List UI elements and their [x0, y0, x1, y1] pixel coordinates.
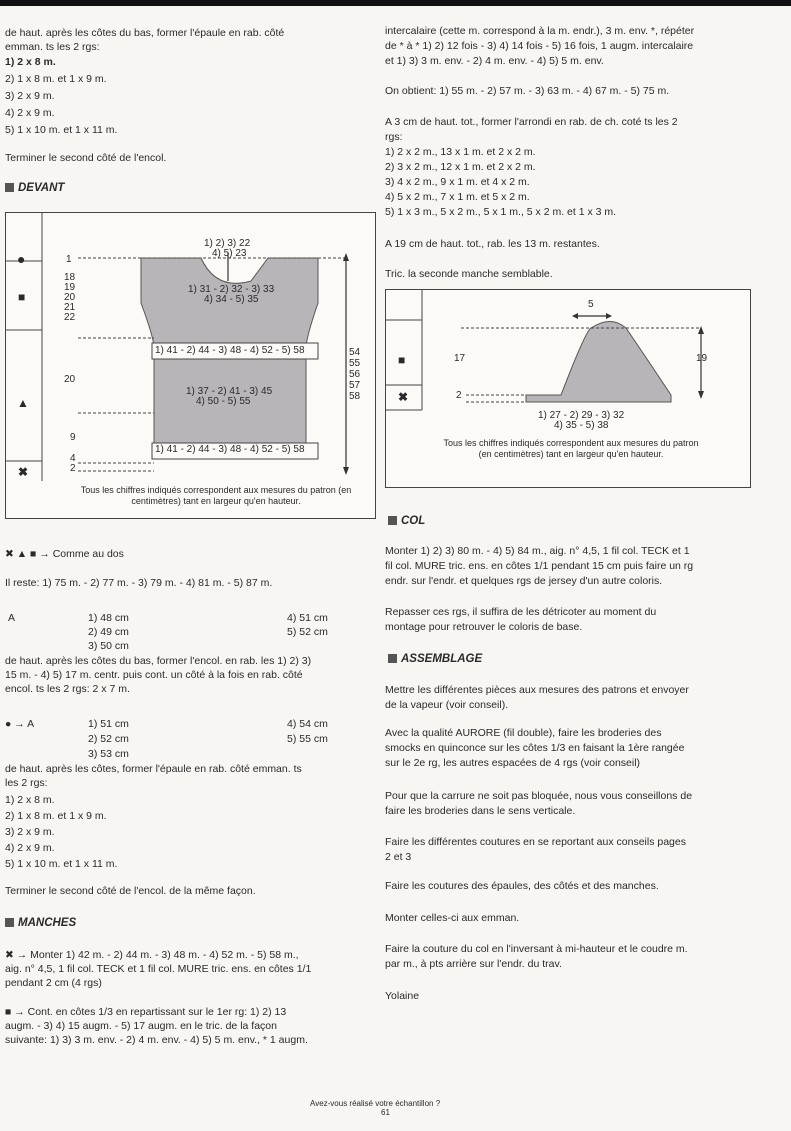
b-text: de haut. après les côtes, former l'épaule en rab. côté emman. ts — [5, 763, 302, 775]
manches-p1: aig. n° 4,5, 1 fil col. TECK et 1 fil col. MURE tric. ens. en côtes 1/1 — [5, 963, 312, 975]
shoulder-1-line: 3) 2 x 9 m. — [5, 90, 55, 102]
shoulder-2-line: 3) 2 x 9 m. — [5, 826, 55, 838]
col-text: Monter 1) 2) 3) 80 m. - 4) 5) 84 m., aig. n° 4,5, 1 fil col. TECK et 1 — [385, 545, 690, 557]
manches-heading — [5, 917, 76, 930]
right-num: 58 — [349, 391, 361, 402]
footer-line: Avez-vous réalisé votre échantillon ? — [310, 1099, 441, 1108]
square-symbol-icon: ■ — [398, 353, 406, 367]
manches-p1: pendant 2 cm (4 rgs) — [5, 977, 102, 989]
a-label: A — [8, 612, 16, 624]
left-num: 19 — [64, 282, 76, 293]
manches-p2: augm. - 3) 4) 15 augm. - 5) 17 augm. en le tric. de la façon — [5, 1020, 277, 1032]
manches-title: MANCHES — [18, 917, 77, 929]
col-text: fil col. MURE tric. ens. en côtes 1/1 pendant 15 cm puis faire un rg — [385, 560, 694, 572]
square-symbol-icon: ■ — [18, 290, 26, 304]
as4: Faire les différentes coutures en se reportant aux conseils pages — [385, 836, 686, 848]
a-value: 4) 51 cm — [287, 612, 328, 624]
top-rule — [0, 0, 791, 6]
square-bullet-icon — [388, 654, 397, 663]
sleeve-bottom-num: 2 — [456, 390, 462, 401]
devant-heading — [5, 182, 64, 195]
left-num: 2 — [70, 463, 76, 474]
as1: de la vapeur (voir conseil). — [385, 699, 509, 711]
assemblage-title: ASSEMBLAGE — [401, 653, 483, 665]
col-text: endr. sur l'endr. et quelques rgs de jersey d'un autre coloris. — [385, 575, 663, 587]
neck-label-2: 4) 34 - 5) 35 — [204, 294, 259, 305]
cross-symbol-icon: ✖ — [398, 390, 409, 404]
square-bullet-icon: ■ — [5, 1006, 15, 1018]
left-num: 1 — [66, 254, 72, 265]
right-num: 56 — [349, 369, 361, 380]
arrondi-line: 1) 2 x 2 m., 13 x 1 m. et 2 x 2 m. — [385, 146, 536, 158]
as4: 2 et 3 — [385, 851, 412, 863]
as3: Pour que la carrure ne soit pas bloquée, nous vous conseillons de — [385, 790, 693, 802]
shoulder-2-line: 5) 1 x 10 m. et 1 x 11 m. — [5, 858, 118, 870]
a-text: encol. ts les 2 rgs: 2 x 7 m. — [5, 683, 130, 695]
row-label-2: 1) 41 - 2) 44 - 3) 48 - 4) 52 - 5) 58 — [155, 444, 305, 455]
r-p4: Tric. la seconde manche semblable. — [385, 268, 553, 280]
finish-1: Terminer le second côté de l'encol. — [5, 152, 167, 164]
il-reste: Il reste: 1) 75 m. - 2) 77 m. - 3) 79 m. - 4) 81 m. - 5) 87 m. — [5, 577, 273, 589]
b-value: 1) 51 cm — [88, 718, 129, 730]
mid-label-2: 4) 50 - 5) 55 — [196, 396, 251, 407]
symbols-icon: ✖ ▲ ■ → — [5, 548, 53, 560]
b-value: 2) 52 cm — [88, 733, 129, 745]
cross-symbol-icon: ✖ — [18, 465, 29, 479]
as7: Faire la couture du col en l'inversant à mi-hauteur et le coudre m. — [385, 943, 688, 955]
as2: sur le 2e rg, les autres espacées de 4 rgs (voir conseil) — [385, 757, 641, 769]
devant-caption: Tous les chiffres indiqués correspondent aux mesures du patron (en centimètres) tant en largeur qu'en hauteur. — [80, 485, 352, 506]
row-label-1: 1) 41 - 2) 44 - 3) 48 - 4) 52 - 5) 58 — [155, 345, 305, 356]
mid-label-1: 1) 37 - 2) 41 - 3) 45 — [186, 386, 273, 397]
col-text2: montage pour retrouver le coloris de base. — [385, 621, 583, 633]
a-value: 1) 48 cm — [88, 612, 129, 624]
arrondi-line: 3) 4 x 2 m., 9 x 1 m. et 4 x 2 m. — [385, 176, 530, 188]
as5: Faire les coutures des épaules, des côtés et des manches. — [385, 880, 659, 892]
manches-p2: suivante: 1) 3) 3 m. env. - 2) 4 m. env. - 4) 5) 5 m. env., * 1 augm. — [5, 1034, 308, 1046]
r-p1: de * à * 1) 2) 12 fois - 3) 4) 14 fois - 5) 16 fois, 1 augm. intercalaire — [385, 40, 694, 52]
signature: Yolaine — [385, 990, 420, 1002]
cross-bullet-icon: ✖ — [5, 949, 17, 961]
left-num: 22 — [64, 312, 76, 323]
left-num: 21 — [64, 302, 76, 313]
right-num: 54 — [349, 347, 361, 358]
as1: Mettre les différentes pièces aux mesures des patrons et envoyer — [385, 684, 689, 696]
r-p2: A 3 cm de haut. tot., former l'arrondi en rab. de ch. coté ts les 2 — [385, 116, 678, 128]
sleeve-label-2: 4) 35 - 5) 38 — [554, 420, 609, 431]
left-num: 20 — [64, 292, 76, 303]
col-title: COL — [401, 515, 426, 527]
col-text2: Repasser ces rgs, il suffira de les détricoter au moment du — [385, 606, 657, 618]
intro-line-1: de haut. après les côtes du bas, former l'épaule en rab. côté — [5, 27, 285, 39]
left-num: 9 — [70, 432, 76, 443]
r-obtient: On obtient: 1) 55 m. - 2) 57 m. - 3) 63 m. - 4) 67 m. - 5) 75 m. — [385, 85, 670, 97]
right-num: 57 — [349, 380, 361, 391]
sleeve-diagram — [385, 289, 751, 488]
triangle-symbol-icon: ▲ — [17, 396, 29, 410]
right-num: 55 — [349, 358, 361, 369]
top-label-2: 4) 5) 23 — [212, 248, 247, 259]
comme-au-dos: ✖ ▲ ■ → Comme au dos — [5, 548, 124, 560]
manches-p2: ■ → Cont. en côtes 1/3 en repartissant sur le 1er rg: 1) 2) 13 — [5, 1006, 287, 1018]
a-value: 3) 50 cm — [88, 640, 129, 652]
shoulder-1-line: 2) 1 x 8 m. et 1 x 9 m. — [5, 73, 107, 85]
left-num: 20 — [64, 374, 76, 385]
arrondi-line: 2) 3 x 2 m., 12 x 1 m. et 2 x 2 m. — [385, 161, 536, 173]
page-number: 61 — [381, 1108, 390, 1117]
shoulder-1-line: 1) 2 x 8 m. — [5, 56, 56, 68]
r-p2: rgs: — [385, 131, 403, 143]
shoulder-2-line: 1) 2 x 8 m. — [5, 794, 55, 806]
as2: Avec la qualité AURORE (fil double), faire les broderies des — [385, 727, 662, 739]
r-p1: intercalaire (cette m. correspond à la m. endr.), 3 m. env. *, répéter — [385, 25, 695, 37]
sleeve-caption: Tous les chiffres indiqués correspondent aux mesures du patron (en centimètres) tant en largeur qu'en hauteur. — [443, 438, 699, 459]
circle-bullet-icon: ● — [5, 718, 15, 730]
shoulder-1-line: 5) 1 x 10 m. et 1 x 11 m. — [5, 124, 118, 136]
sleeve-right-num: 19 — [696, 353, 708, 364]
sleeve-left-num: 17 — [454, 353, 466, 364]
sleeve-label-1: 1) 27 - 2) 29 - 3) 32 — [538, 410, 625, 421]
square-bullet-icon — [5, 183, 14, 192]
sleeve-top-num: 5 — [588, 299, 594, 310]
intro-line-2: emman. ts les 2 rgs: — [5, 41, 100, 53]
b-text: les 2 rgs: — [5, 777, 48, 789]
arrondi-line: 4) 5 x 2 m., 7 x 1 m. et 5 x 2 m. — [385, 191, 530, 203]
b-value: 5) 55 cm — [287, 733, 328, 745]
assemblage-heading — [388, 653, 482, 666]
as6: Monter celles-ci aux emman. — [385, 912, 520, 924]
devant-title: DEVANT — [18, 182, 65, 194]
b-value: 4) 54 cm — [287, 718, 328, 730]
as3: faire les broderies dans le sens verticale. — [385, 805, 576, 817]
devant-schematic — [6, 213, 375, 518]
a-value: 2) 49 cm — [88, 626, 129, 638]
shoulder-1-line: 4) 2 x 9 m. — [5, 107, 55, 119]
manches-p1: ✖ → Monter 1) 42 m. - 2) 44 m. - 3) 48 m. - 4) 52 m. - 5) 58 m., — [5, 949, 299, 961]
devant-diagram — [5, 212, 376, 519]
square-bullet-icon — [388, 516, 397, 525]
a-text: de haut. après les côtes du bas, former l'encol. en rab. les 1) 2) 3) — [5, 655, 312, 667]
square-bullet-icon — [5, 918, 14, 927]
b-label: ● → A — [5, 718, 35, 730]
arrondi-line: 5) 1 x 3 m., 5 x 2 m., 5 x 1 m., 5 x 2 m. et 1 x 3 m. — [385, 206, 617, 218]
r-p3: A 19 cm de haut. tot., rab. les 13 m. restantes. — [385, 238, 600, 250]
left-num: 18 — [64, 272, 76, 283]
shoulder-2-line: 2) 1 x 8 m. et 1 x 9 m. — [5, 810, 107, 822]
as7: par m., à pts arrière sur l'endr. du trav. — [385, 958, 562, 970]
circle-symbol-icon: ● — [17, 251, 26, 267]
shoulder-2-line: 4) 2 x 9 m. — [5, 842, 55, 854]
b-value: 3) 53 cm — [88, 748, 129, 760]
neck-label-1: 1) 31 - 2) 32 - 3) 33 — [188, 284, 275, 295]
left-num: 4 — [70, 453, 76, 464]
as2: smocks en quinconce sur les côtes 1/3 en faisant la 1ère rangée — [385, 742, 685, 754]
r-p1: et 1) 3) 3 m. env. - 2) 4 m. env. - 4) 5) 5 m. env. — [385, 55, 604, 67]
finish-2: Terminer le second côté de l'encol. de la même façon. — [5, 885, 256, 897]
top-label-1: 1) 2) 3) 22 — [204, 238, 251, 249]
a-value: 5) 52 cm — [287, 626, 328, 638]
a-text: 15 m. - 4) 5) 17 m. centr. puis cont. un côté à la fois en rab. côté — [5, 669, 303, 681]
col-heading — [388, 515, 425, 528]
